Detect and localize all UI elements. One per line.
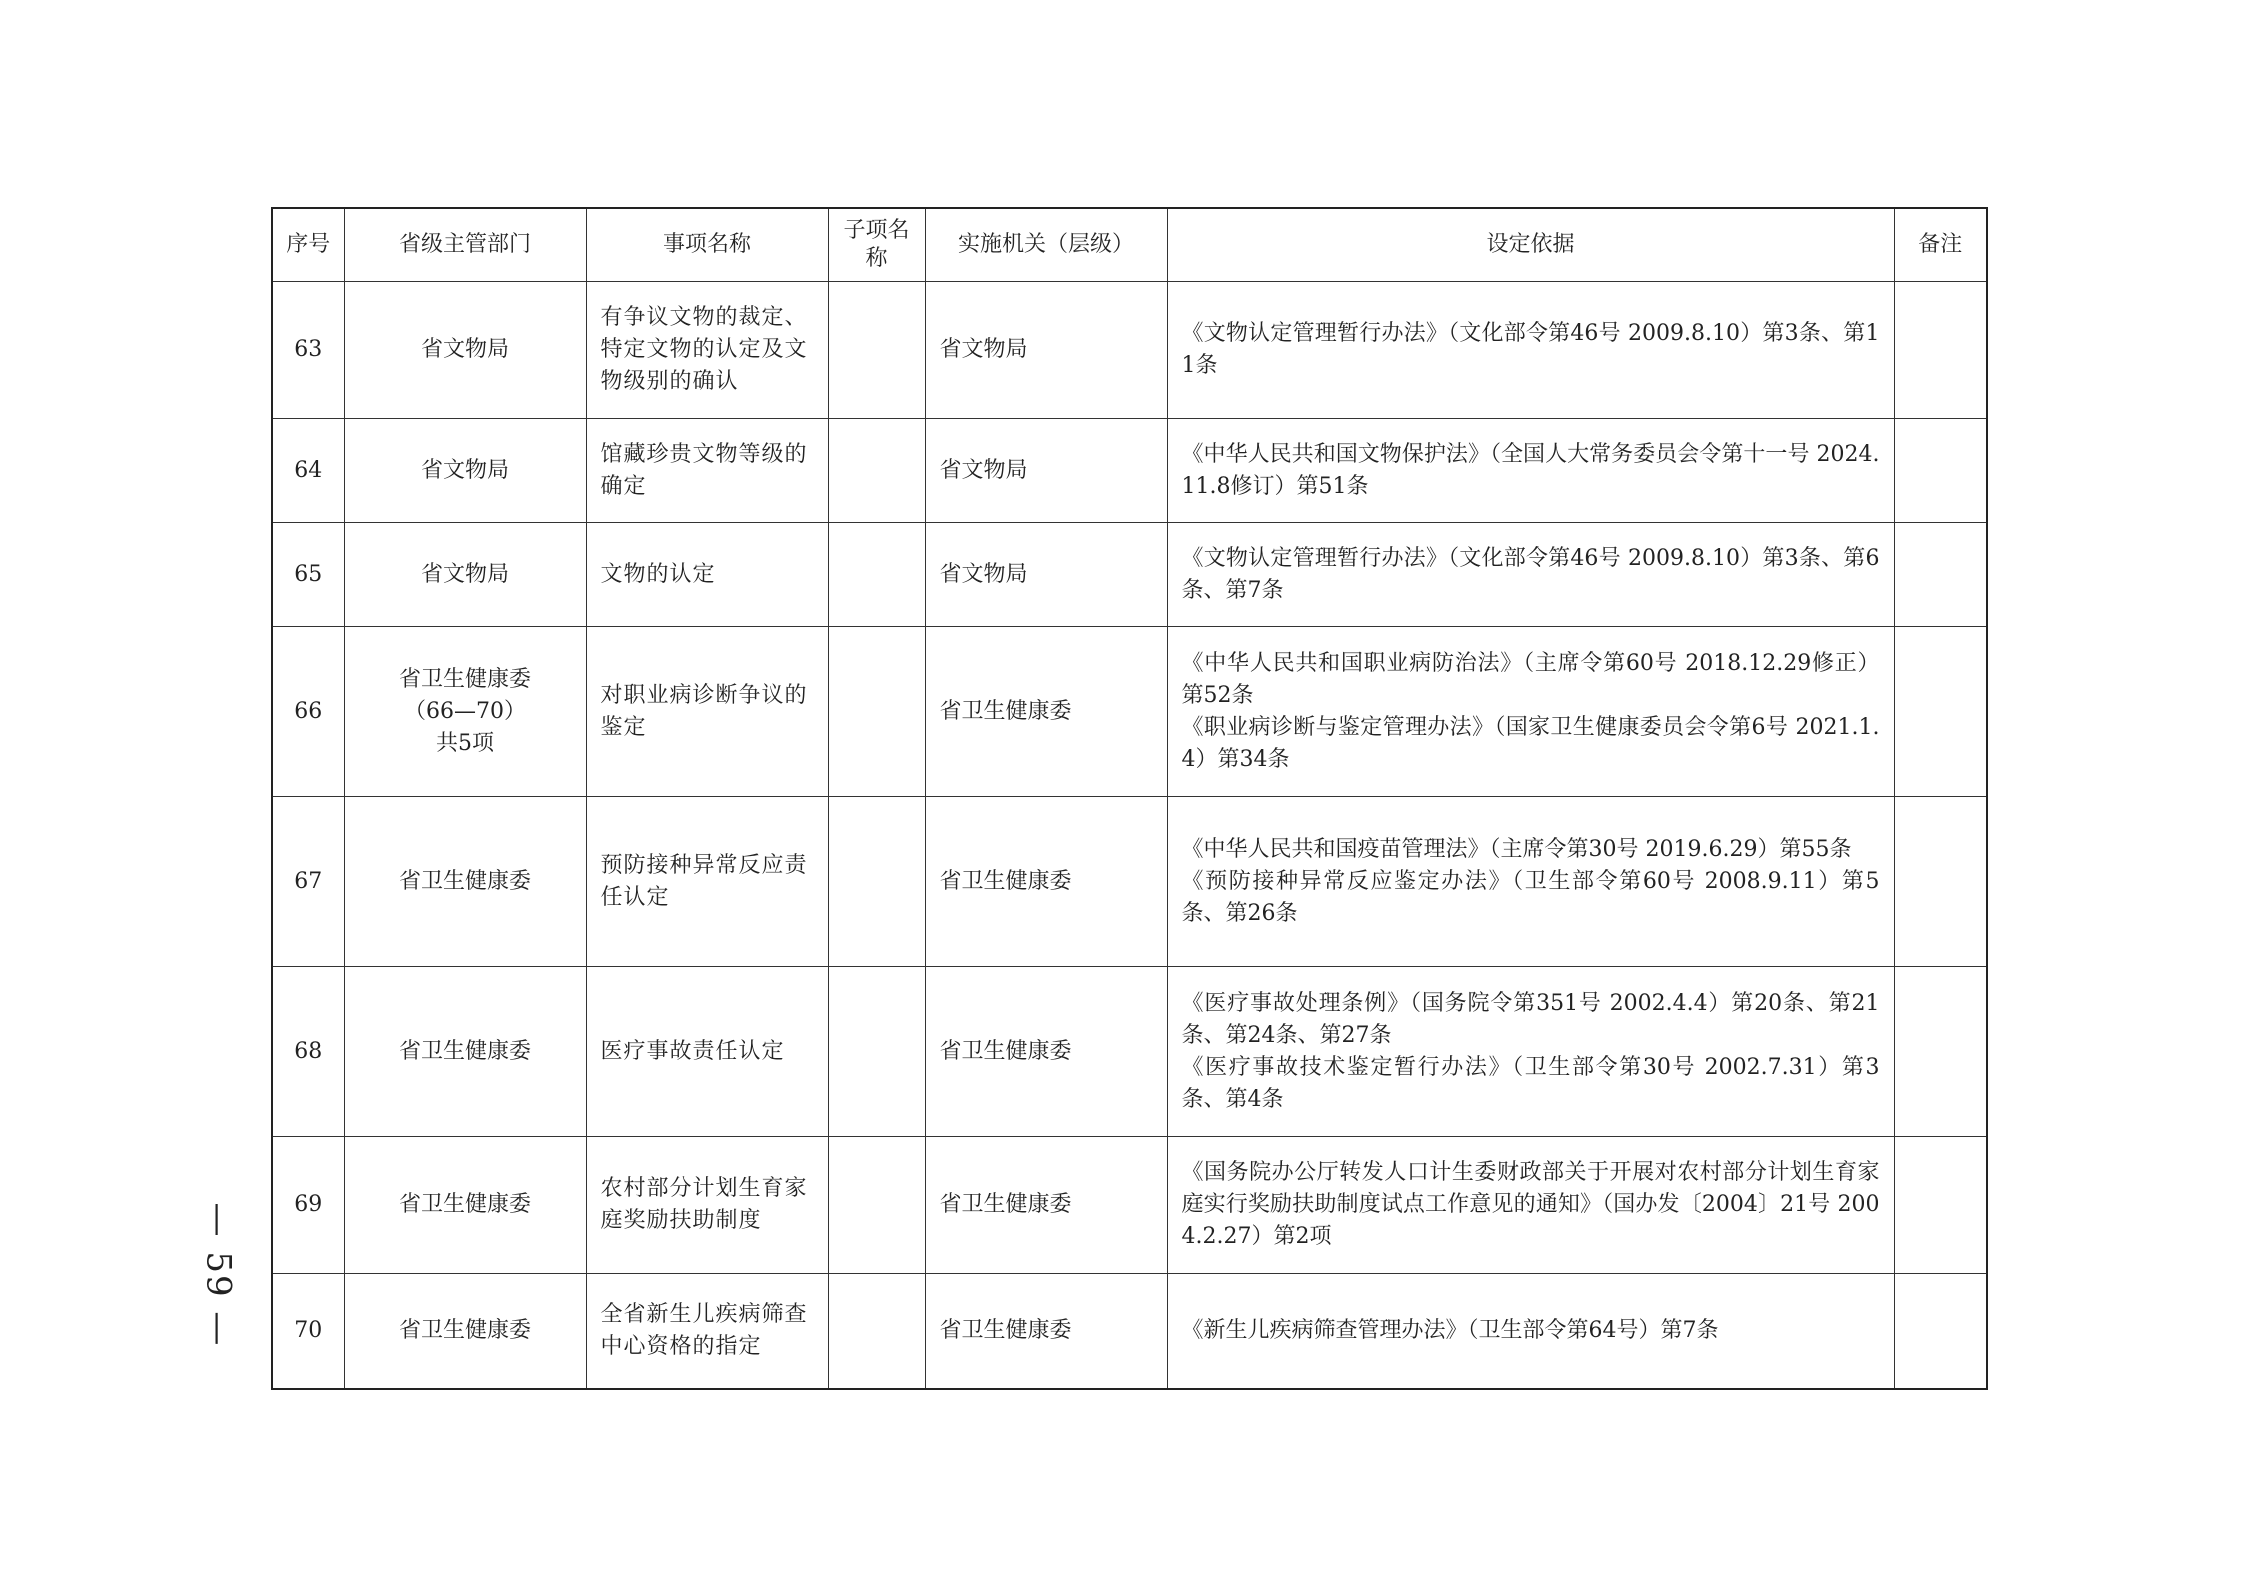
cell-remark [1894, 419, 1987, 523]
cell-dept [344, 1137, 586, 1274]
cell-agency: 省卫生健康委 [925, 1274, 1167, 1389]
header-subitem: 子项名称 [828, 208, 925, 282]
basis-line: 《中华人民共和国疫苗管理法》（主席令第30号 2019.6.29）第55条 [1181, 836, 1852, 862]
cell-item: 馆藏珍贵文物等级的确定 [586, 419, 828, 523]
basis-line: 《新生儿疾病筛查管理办法》（卫生部令第64号）第7条 [1181, 1317, 1719, 1343]
cell-basis [1167, 419, 1894, 523]
basis-line: 《中华人民共和国文物保护法》（全国人大常务委员会令第十一号 2024.11.8修订）第51条 [1181, 441, 1880, 499]
dept-line: 共5项 [436, 730, 494, 756]
cell-seq: 66 [272, 627, 344, 797]
cell-remark [1894, 1137, 1987, 1274]
cell-agency: 省卫生健康委 [925, 797, 1167, 967]
cell-item: 有争议文物的裁定、特定文物的认定及文物级别的确认 [586, 282, 828, 419]
dept-line: 省文物局 [420, 457, 509, 483]
cell-dept [344, 419, 586, 523]
cell-dept [344, 627, 586, 797]
cell-subitem [828, 627, 925, 797]
cell-dept [344, 967, 586, 1137]
basis-line: 《医疗事故技术鉴定暂行办法》（卫生部令第30号 2002.7.31）第3条、第4条 [1181, 1054, 1880, 1112]
dept-line: 省卫生健康委 [398, 1038, 531, 1064]
cell-remark [1894, 523, 1987, 627]
cell-remark [1894, 282, 1987, 419]
table-row [272, 523, 1987, 627]
cell-item: 预防接种异常反应责任认定 [586, 797, 828, 967]
cell-seq: 63 [272, 282, 344, 419]
dept-line: 省卫生健康委 [398, 1317, 531, 1343]
cell-basis [1167, 523, 1894, 627]
basis-line: 《医疗事故处理条例》（国务院令第351号 2002.4.4）第20条、第21条、第24条、第27条 [1181, 990, 1880, 1048]
cell-basis [1167, 967, 1894, 1137]
cell-agency: 省文物局 [925, 419, 1167, 523]
cell-subitem [828, 419, 925, 523]
table-row [272, 797, 1987, 967]
cell-seq: 67 [272, 797, 344, 967]
cell-seq: 64 [272, 419, 344, 523]
table-row [272, 1274, 1987, 1389]
table-row [272, 419, 1987, 523]
cell-subitem [828, 523, 925, 627]
basis-line: 《文物认定管理暂行办法》（文化部令第46号 2009.8.10）第3条、第11条 [1181, 321, 1880, 378]
basis-line: 《中华人民共和国职业病防治法》（主席令第60号 2018.12.29修正）第52条 [1181, 650, 1880, 708]
header-basis: 设定依据 [1167, 208, 1894, 282]
page-number [188, 1202, 248, 1348]
cell-seq: 70 [272, 1274, 344, 1389]
cell-agency: 省文物局 [925, 523, 1167, 627]
header-dept: 省级主管部门 [344, 208, 586, 282]
page-number-text: — 59 — [198, 1202, 239, 1348]
header-seq: 序号 [272, 208, 344, 282]
cell-dept [344, 1274, 586, 1389]
cell-remark [1894, 1274, 1987, 1389]
dept-line: 省文物局 [420, 561, 509, 587]
cell-item: 对职业病诊断争议的鉴定 [586, 627, 828, 797]
cell-agency: 省卫生健康委 [925, 627, 1167, 797]
cell-basis [1167, 797, 1894, 967]
cell-agency: 省卫生健康委 [925, 967, 1167, 1137]
cell-seq: 68 [272, 967, 344, 1137]
basis-line: 《文物认定管理暂行办法》（文化部令第46号 2009.8.10）第3条、第6条、第7条 [1181, 545, 1880, 603]
data-table [271, 207, 1988, 1390]
header-agency: 实施机关（层级） [925, 208, 1167, 282]
cell-basis [1167, 1274, 1894, 1389]
table-row [272, 627, 1987, 797]
dept-line: 省卫生健康委 [398, 868, 531, 894]
cell-item: 农村部分计划生育家庭奖励扶助制度 [586, 1137, 828, 1274]
cell-subitem [828, 1274, 925, 1389]
table-row [272, 1137, 1987, 1274]
cell-subitem [828, 282, 925, 419]
dept-line: （66—70） [404, 698, 526, 724]
table-body [272, 282, 1987, 1389]
cell-agency: 省卫生健康委 [925, 1137, 1167, 1274]
cell-remark [1894, 627, 1987, 797]
header-remark: 备注 [1894, 208, 1987, 282]
cell-item: 文物的认定 [586, 523, 828, 627]
cell-seq: 65 [272, 523, 344, 627]
cell-subitem [828, 797, 925, 967]
cell-subitem [828, 1137, 925, 1274]
cell-remark [1894, 967, 1987, 1137]
dept-line: 省卫生健康委 [398, 666, 531, 692]
cell-dept [344, 797, 586, 967]
header-row [272, 208, 1987, 282]
dept-line: 省卫生健康委 [398, 1192, 531, 1217]
cell-dept [344, 523, 586, 627]
header-item: 事项名称 [586, 208, 828, 282]
basis-line: 《国务院办公厅转发人口计生委财政部关于开展对农村部分计划生育家庭实行奖励扶助制度试点工作意见的通知》（国办发〔2004〕21号 2004.2.27）第2项 [1181, 1160, 1880, 1249]
cell-remark [1894, 797, 1987, 967]
basis-line: 《职业病诊断与鉴定管理办法》（国家卫生健康委员会令第6号 2021.1.4）第34条 [1181, 714, 1880, 772]
cell-subitem [828, 967, 925, 1137]
cell-seq: 69 [272, 1137, 344, 1274]
table-row [272, 967, 1987, 1137]
cell-item: 全省新生儿疾病筛查中心资格的指定 [586, 1274, 828, 1389]
cell-basis [1167, 627, 1894, 797]
cell-dept [344, 282, 586, 419]
basis-line: 《预防接种异常反应鉴定办法》（卫生部令第60号 2008.9.11）第5条、第26条 [1181, 868, 1880, 926]
cell-agency: 省文物局 [925, 282, 1167, 419]
table-row [272, 282, 1987, 419]
cell-item: 医疗事故责任认定 [586, 967, 828, 1137]
dept-line: 省文物局 [420, 337, 509, 362]
cell-basis [1167, 1137, 1894, 1274]
cell-basis [1167, 282, 1894, 419]
